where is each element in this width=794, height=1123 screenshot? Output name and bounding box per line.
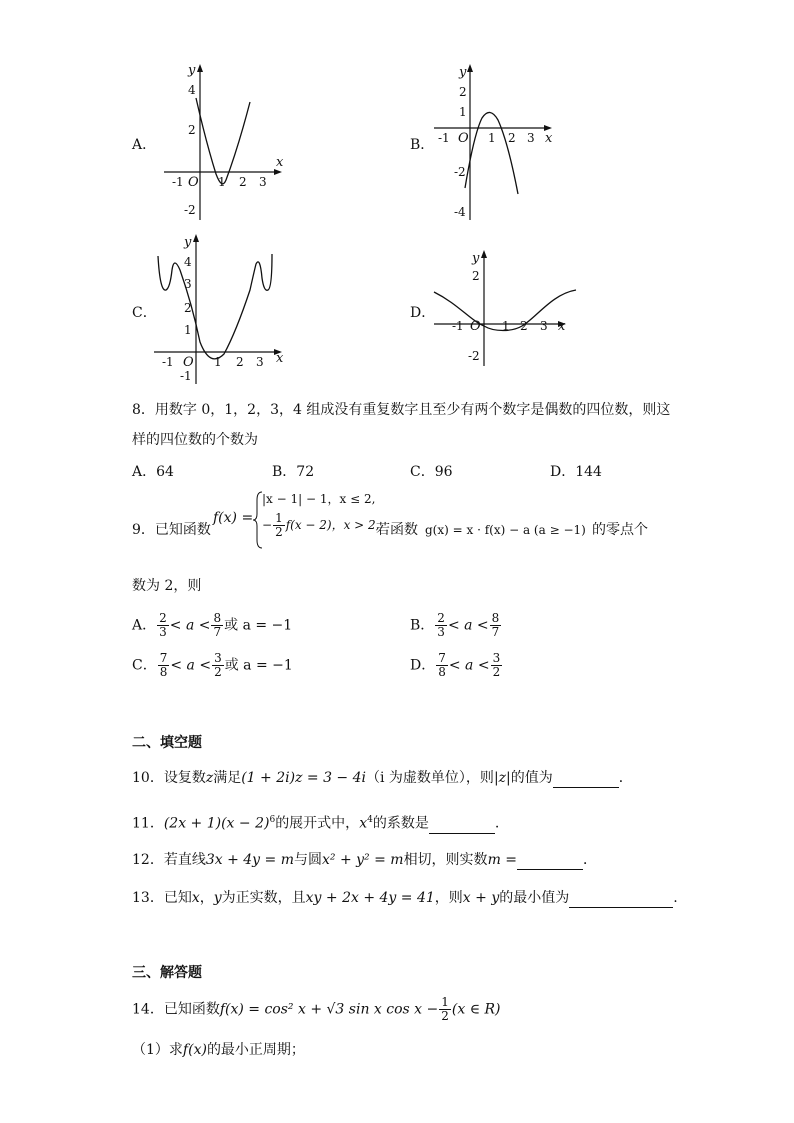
tick-y: 1 [459, 105, 467, 119]
fraction: $\frac{1}{2}$ [275, 511, 283, 539]
origin-label: O [458, 131, 469, 146]
tick-x: 1 [218, 175, 226, 189]
origin-label: O [183, 355, 194, 370]
question-14-part-1: （1）求f(x)的最小正周期； [132, 1042, 305, 1058]
tick-y: 4 [184, 255, 192, 269]
q9-option-b[interactable]: B． $\frac{2}{3}$ < a < $\frac{8}{7}$ [410, 611, 500, 639]
answer-blank[interactable] [553, 773, 619, 788]
graph-option-c [152, 232, 288, 388]
curve [196, 98, 250, 184]
answer-blank[interactable] [569, 893, 673, 908]
q9-option-a[interactable]: A． $\frac{2}{3}$ < a < $\frac{8}{7}$ 或 a = −1 [132, 611, 293, 639]
answer-blank[interactable] [429, 819, 495, 834]
section-solutions-title: 三、解答题 [132, 965, 202, 981]
x-axis-label: x [276, 155, 284, 170]
tick-y: 3 [184, 277, 192, 291]
answer-blank[interactable] [517, 855, 583, 870]
question-10: 10．设复数z满足(1 + 2i)z = 3 − 4i（i 为虚数单位），则|z|的值为 ． [132, 770, 633, 786]
tick-x: 2 [236, 355, 244, 369]
tick-y: 2 [188, 123, 196, 137]
option-b-label: B． [410, 137, 435, 153]
tick-x: 1 [214, 355, 222, 369]
tick-y: 2 [459, 85, 467, 99]
section-fill-in-title: 二、填空题 [132, 735, 202, 751]
tick-x: 3 [256, 355, 264, 369]
tick-x: 2 [520, 319, 528, 333]
tick-x: -1 [162, 355, 174, 369]
tick-y: -2 [454, 165, 466, 179]
q9-case2: − $\frac{1}{2}$ f(x − 2)，x > 2, [262, 511, 380, 539]
question-13: 13．已知x，y为正实数，且xy + 2x + 4y = 41，则x + y的最小值为 . [132, 890, 678, 906]
question-9-prefix: 9．已知函数 [132, 522, 211, 538]
tick-y: -2 [468, 349, 480, 363]
q9-option-d[interactable]: D． $\frac{7}{8}$ < a < $\frac{3}{2}$ [410, 651, 501, 679]
origin-label: O [188, 175, 199, 190]
tick-y: 4 [188, 83, 196, 97]
curve [158, 254, 272, 359]
x-axis-label: x [558, 319, 566, 334]
graph-option-b [432, 62, 562, 224]
tick-y: -2 [184, 203, 196, 217]
y-axis-label: y [472, 251, 480, 266]
question-8-line2: 样的四位数的个数为 [132, 432, 258, 448]
curve [465, 112, 518, 194]
tick-x: 3 [540, 319, 548, 333]
y-axis-label: y [184, 235, 192, 250]
x-axis-label: x [545, 131, 553, 146]
y-axis-label: y [188, 63, 196, 78]
q8-option-b[interactable]: B．72 [272, 464, 315, 480]
tick-x: 3 [527, 131, 535, 145]
tick-x: -1 [452, 319, 464, 333]
option-c-label: C． [132, 305, 157, 321]
q9-case1: |x − 1| − 1，x ≤ 2, [262, 492, 376, 506]
question-12: 12．若直线3x + 4y = m与圆x² + y² = m相切，则实数m = ． [132, 852, 598, 868]
tick-y: 2 [472, 269, 480, 283]
q9-suffix: 的零点个 [592, 522, 648, 538]
q9-option-c[interactable]: C． $\frac{7}{8}$ < a < $\frac{3}{2}$ 或 a = −1 [132, 651, 293, 679]
tick-x: 2 [508, 131, 516, 145]
q9-fx: f(x) = [213, 510, 254, 526]
tick-y: -1 [180, 369, 192, 383]
graph-option-d [432, 248, 582, 368]
q8-option-a[interactable]: A．64 [132, 464, 174, 480]
question-14: 14．已知函数f(x) = cos² x + √3 sin x cos x − $\frac{1}{2}$ (x ∈ R) [132, 995, 501, 1023]
question-9-line2: 数为 2，则 [132, 578, 202, 594]
q9-gx: g(x) = x · f(x) − a (a ≥ −1) [425, 523, 586, 537]
tick-x: -1 [172, 175, 184, 189]
q9-middle: 若函数 [376, 522, 418, 538]
tick-y: -4 [454, 205, 466, 219]
y-axis-label: y [459, 65, 467, 80]
tick-x: 1 [488, 131, 496, 145]
tick-x: 3 [259, 175, 267, 189]
origin-label: O [470, 319, 481, 334]
graph-option-a [160, 62, 290, 224]
option-a-label: A． [132, 137, 157, 153]
x-axis-label: x [276, 351, 284, 366]
tick-x: 2 [239, 175, 247, 189]
q8-option-c[interactable]: C．96 [410, 464, 453, 480]
option-d-label: D． [410, 305, 436, 321]
question-8-line1: 8．用数字 0，1，2，3，4 组成没有重复数字且至少有两个数字是偶数的四位数，则这 [132, 402, 671, 418]
tick-x: -1 [438, 131, 450, 145]
tick-y: 2 [184, 301, 192, 315]
q8-option-d[interactable]: D．144 [550, 464, 602, 480]
tick-y: 1 [184, 323, 192, 337]
question-11: 11．$(2x + 1)(x - 2)^6$的展开式中，$x^4$的系数是 . [132, 815, 500, 832]
tick-x: 1 [502, 319, 510, 333]
